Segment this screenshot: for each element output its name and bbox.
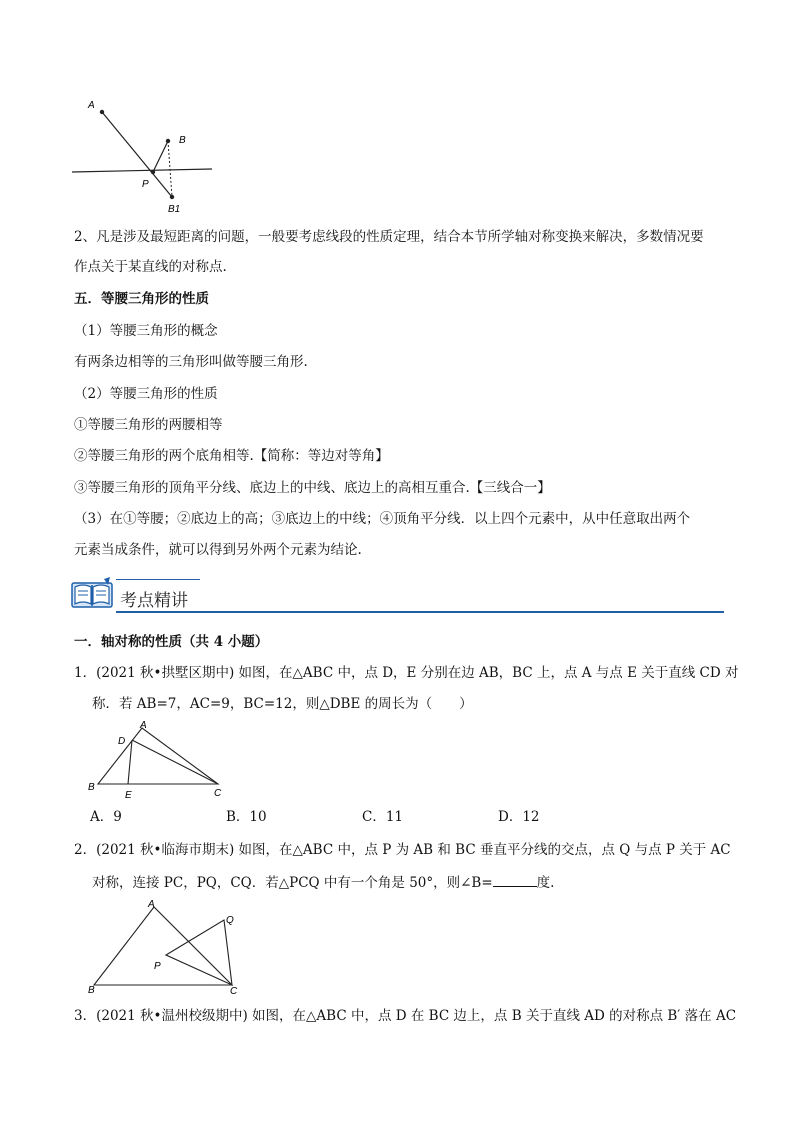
para-7: （3）在①等腰；②底边上的高；③底边上的中线；④顶角平分线．以上四个元素中，从中任意取出两个 [74, 511, 691, 527]
label-B1: B1 [168, 204, 181, 215]
note-line-1: 2、凡是涉及最短距离的问题，一般要考虑线段的性质定理，结合本节所学轴对称变换来解决，多数情况要 [74, 229, 704, 245]
q2-label-P: P [154, 961, 161, 972]
q2-line-2 [92, 872, 554, 892]
section-banner [70, 577, 724, 615]
banner-title: 考点精讲 [120, 591, 188, 611]
q2-label-Q: Q [226, 915, 234, 926]
para-2: 有两条边相等的三角形叫做等腰三角形. [74, 354, 308, 370]
book-icon [70, 577, 114, 611]
section-heading: 五．等腰三角形的性质 [74, 291, 209, 307]
q1-option-d[interactable]: D．12 [498, 809, 540, 825]
q1-label-C: C [214, 788, 222, 799]
para-3: （2）等腰三角形的性质 [74, 386, 218, 402]
q1-option-a[interactable]: A．9 [90, 809, 122, 825]
label-P: P [142, 179, 149, 190]
note-line-2: 作点关于某直线的对称点. [74, 259, 227, 275]
q2-label-B: B [88, 985, 95, 996]
q1-option-b[interactable]: B．10 [226, 809, 267, 825]
q1-label-E: E [125, 790, 132, 801]
para-4: ①等腰三角形的两腰相等 [74, 417, 223, 433]
label-A: A [88, 100, 95, 111]
q1-line-2: 称．若 AB=7，AC=9，BC=12，则△DBE 的周长为（ ） [92, 696, 473, 712]
q1-option-c[interactable]: C．11 [362, 809, 404, 825]
q3-line-1: 3．(2021 秋•温州校级期中) 如图，在△ABC 中，点 D 在 BC 边上，点 B 关于直线 AD 的对称点 B′ 落在 AC [74, 1008, 737, 1024]
q2-line-2-text: 对称，连接 PC，PQ，CQ．若△PCQ 中有一个角是 50°，则∠B= [92, 875, 493, 891]
para-6: ③等腰三角形的顶角平分线、底边上的中线、底边上的高相互重合.【三线合一】 [74, 480, 551, 496]
q1-triangle-figure [84, 718, 234, 802]
para-1: （1）等腰三角形的概念 [74, 323, 218, 339]
q2-answer-blank[interactable] [493, 872, 537, 887]
topic-heading: 一．轴对称的性质（共 4 小题） [74, 634, 269, 650]
para-5: ②等腰三角形的两个底角相等.【简称：等边对等角】 [74, 448, 389, 464]
q1-label-D: D [118, 736, 126, 747]
q2-triangle-figure [84, 895, 249, 999]
q2-label-C: C [230, 986, 238, 997]
q1-label-A: A [140, 720, 147, 731]
banner-bottom-rule [116, 611, 724, 613]
q1-line-1: 1．(2021 秋•拱墅区期中) 如图，在△ABC 中，点 D，E 分别在边 AB，BC 上，点 A 与点 E 关于直线 CD 对 [74, 665, 739, 681]
q2-label-A: A [148, 899, 155, 910]
banner-top-rule [116, 579, 200, 580]
reflection-figure [66, 95, 216, 220]
para-8: 元素当成条件，就可以得到另外两个元素为结论. [74, 542, 362, 558]
q2-line-2-unit: 度. [536, 875, 555, 891]
q2-line-1: 2．(2021 秋•临海市期末) 如图，在△ABC 中，点 P 为 AB 和 BC 垂直平分线的交点，点 Q 与点 P 关于 AC [74, 842, 731, 858]
label-B: B [179, 135, 186, 146]
q1-label-B: B [88, 782, 95, 793]
